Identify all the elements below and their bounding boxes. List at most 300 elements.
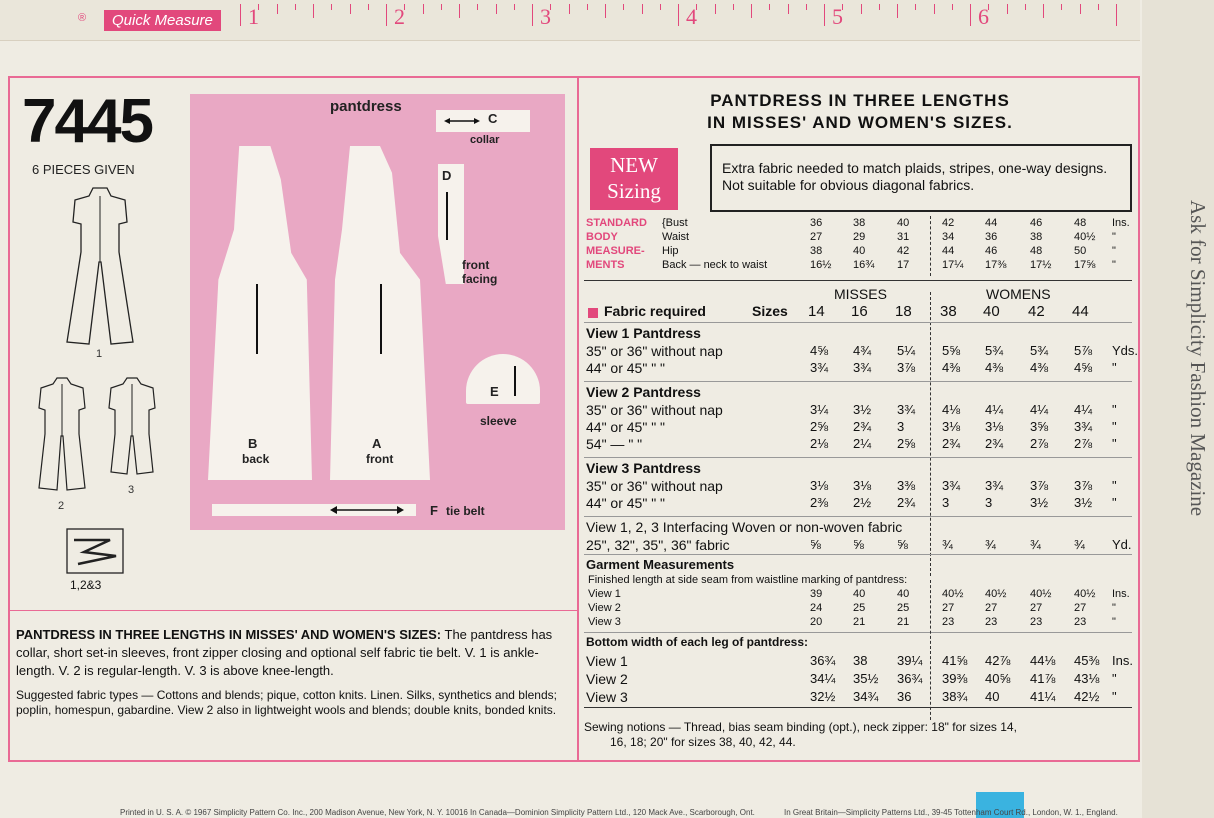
fabric-yardage-cell: 3⅞	[1030, 478, 1049, 493]
body-measurement-cell: 17¼	[942, 259, 964, 271]
fabric-yardage-cell: 3	[897, 419, 905, 434]
fabric-yardage-cell: 3½	[1074, 495, 1093, 510]
printed-pattern-icon	[66, 528, 124, 574]
sleeve-letter: E	[490, 384, 499, 399]
size-group-divider	[930, 216, 931, 276]
pattern-pieces-panel	[190, 94, 565, 530]
heading-line-2: IN MISSES' AND WOMEN'S SIZES.	[707, 113, 1013, 132]
bottom-width-cell: 40	[985, 689, 1000, 704]
collar-grain-arrow	[444, 117, 480, 125]
ruler-number: 2	[394, 4, 405, 29]
new-label: NEW	[610, 153, 658, 177]
fabric-yardage-cell: 3¾	[985, 478, 1004, 493]
ruler-tick	[350, 4, 351, 14]
finished-length-cell: 23	[942, 616, 955, 628]
piece-sleeve	[466, 354, 540, 404]
fabric-yardage-unit: "	[1112, 360, 1117, 375]
note-line-1: Extra fabric needed to match plaids, stripes, one-way designs.	[722, 160, 1108, 176]
bottom-width-cell: 43⅛	[1074, 671, 1100, 686]
view-3-sketch	[105, 374, 160, 479]
belt-label: tie belt	[446, 504, 485, 518]
bottom-width-cell: 39¼	[897, 653, 923, 668]
note-line-2: Not suitable for obvious diagonal fabrics.	[722, 177, 975, 193]
fabric-yardage-cell: 2½	[853, 495, 872, 510]
bottom-width-cell: 42½	[1074, 689, 1100, 704]
ruler-tick	[532, 4, 533, 26]
fabric-yardage-cell: 3⅛	[810, 478, 829, 493]
body-measurement-unit: "	[1112, 245, 1116, 257]
measure-ruler	[0, 0, 1140, 41]
finished-length-cell: 40½	[942, 588, 964, 600]
bottom-width-cell: 34¼	[810, 671, 836, 686]
ruler-tick	[733, 4, 734, 10]
bottom-view: View 3	[586, 689, 628, 705]
ruler-tick	[915, 4, 916, 10]
ruler-number: 1	[248, 4, 259, 29]
view-group-title: View 1 Pantdress	[586, 325, 701, 341]
front-grain-arrow	[380, 284, 382, 354]
pattern-description	[16, 626, 568, 680]
ruler-tick	[660, 4, 661, 10]
finished-length-cell: 23	[1030, 616, 1043, 628]
view-1-sketch	[55, 182, 145, 352]
finished-length-cell: 27	[942, 602, 955, 614]
fabric-required-marker	[588, 308, 598, 318]
piece-back	[208, 146, 312, 480]
fabric-yardage-cell: 3¾	[853, 360, 872, 375]
ruler-tick	[477, 4, 478, 10]
finished-view: View 3	[588, 616, 621, 628]
womens-header: WOMENS	[986, 286, 1051, 302]
size-header: 42	[1028, 303, 1045, 320]
view-2-sketch	[35, 374, 90, 494]
ruler-tick	[879, 4, 880, 10]
finished-length-cell: 25	[853, 602, 866, 614]
fabric-width: 44" or 45" " "	[586, 419, 666, 435]
side-advert: Ask for Simplicity Fashion Magazine	[1186, 200, 1210, 517]
ruler-tick	[806, 4, 807, 10]
fabric-yardage-unit: "	[1112, 495, 1117, 510]
ruler-tick	[769, 4, 770, 10]
interfacing-yardage-cell: ⅝	[810, 537, 821, 552]
sewing-notions-line-2: 16, 18; 20" for sizes 38, 40, 42, 44.	[610, 735, 796, 749]
bottom-width-cell: 36¾	[810, 653, 836, 668]
group-rule	[584, 516, 1132, 517]
icon-views-label: 1,2&3	[70, 578, 102, 592]
body-measurement-cell: 48	[1030, 245, 1043, 257]
fabric-yardage-unit: "	[1112, 436, 1117, 451]
belt-letter: F	[430, 503, 438, 518]
interfacing-yardage-cell: ⅝	[853, 537, 864, 552]
body-measurement-cell: 17⅜	[985, 259, 1007, 271]
body-measurement-cell: 17	[897, 259, 910, 271]
misses-header: MISSES	[834, 286, 887, 302]
fabric-yardage-cell: 2¼	[853, 436, 872, 451]
body-measurement-label: MENTS	[586, 259, 625, 271]
size-group-divider	[930, 580, 931, 720]
ruler-tick	[1007, 4, 1008, 14]
fabric-width: 44" or 45" " "	[586, 495, 666, 511]
body-measurement-cell: 29	[853, 231, 866, 243]
ruler-number: 4	[686, 4, 697, 29]
bottom-width-unit: "	[1112, 671, 1117, 686]
fabric-width: 35" or 36" without nap	[586, 478, 723, 494]
belt-grain-arrow	[330, 505, 404, 515]
fabric-yardage-cell: 2¾	[897, 495, 916, 510]
ruler-tick	[514, 4, 515, 10]
body-measurement-name: Waist	[662, 231, 690, 243]
fabric-yardage-cell: 5⅝	[942, 343, 961, 358]
fabric-yardage-cell: 3⅞	[1074, 478, 1093, 493]
size-header: 14	[808, 303, 825, 320]
finished-length-cell: 40	[853, 588, 866, 600]
bottom-width-cell: 40⅝	[985, 671, 1011, 686]
fabric-yardage-cell: 2¾	[985, 436, 1004, 451]
body-measurement-cell: 42	[942, 217, 955, 229]
body-measurement-cell: 17½	[1030, 259, 1052, 271]
fabric-yardage-unit: "	[1112, 402, 1117, 417]
bottom-width-cell: 41⅝	[942, 653, 968, 668]
interfacing-yardage-cell: ⅝	[897, 537, 908, 552]
body-measurement-cell: 38	[810, 245, 823, 257]
ruler-tick	[295, 4, 296, 10]
bottom-width-cell: 42⅞	[985, 653, 1011, 668]
suggested-fabrics: Suggested fabric types — Cottons and blends; pique, cotton knits. Linen. Silks, synthetics and blends; poplin, homespun, gabardine. View 2 also in lightweight wools and blends; double knits, bonded knits.	[16, 688, 557, 717]
ruler-tick	[934, 4, 935, 14]
ruler-tick	[331, 4, 332, 10]
bottom-view: View 1	[586, 653, 628, 669]
bottom-width-cell: 36¾	[897, 671, 923, 686]
description-title: PANTDRESS IN THREE LENGTHS IN MISSES' AND WOMEN'S SIZES:	[16, 627, 442, 642]
interfacing-yardage-cell: ¾	[985, 537, 996, 552]
ruler-tick	[897, 4, 898, 18]
fabric-yardage-cell: 3¾	[942, 478, 961, 493]
body-measurement-label: BODY	[586, 231, 618, 243]
ruler-tick	[496, 4, 497, 14]
fabric-yardage-cell: 4¼	[985, 402, 1004, 417]
ruler-tick	[952, 4, 953, 10]
fabric-yardage-cell: 2¾	[942, 436, 961, 451]
sizing-label: Sizing	[607, 179, 661, 203]
section-divider	[8, 610, 578, 611]
bottom-width-cell: 38¾	[942, 689, 968, 704]
fabric-yardage-cell: 3⅛	[853, 478, 872, 493]
finished-length-cell: 20	[810, 616, 823, 628]
ruler-tick	[1098, 4, 1099, 10]
front-letter: A	[372, 436, 382, 451]
ruler-tick	[642, 4, 643, 14]
finished-length-label: Finished length at side seam from waistline marking of pantdress:	[588, 574, 908, 586]
finished-length-cell: 21	[897, 616, 910, 628]
finished-length-cell: 40½	[1030, 588, 1052, 600]
finished-length-cell: 27	[1030, 602, 1043, 614]
group-rule	[584, 322, 1132, 323]
ruler-tick	[1025, 4, 1026, 10]
fabric-yardage-cell: 4⅛	[942, 402, 961, 417]
finished-length-cell: 23	[1074, 616, 1087, 628]
ruler-number: 3	[540, 4, 551, 29]
ruler-tick	[715, 4, 716, 14]
bottom-width-unit: Ins.	[1112, 653, 1133, 668]
ruler-tick	[368, 4, 369, 10]
ruler-tick	[788, 4, 789, 14]
size-group-divider	[930, 292, 931, 576]
bottom-width-cell: 45⅜	[1074, 653, 1100, 668]
ruler-number: 5	[832, 4, 843, 29]
ruler-tick	[459, 4, 460, 18]
fabric-yardage-cell: 2⅛	[810, 436, 829, 451]
body-measurement-cell: 27	[810, 231, 823, 243]
size-header: 38	[940, 303, 957, 320]
fabric-yardage-cell: 3⅞	[897, 360, 916, 375]
fabric-yardage-cell: 3	[942, 495, 950, 510]
body-measurement-unit: Ins.	[1112, 217, 1130, 229]
body-measurement-cell: 40½	[1074, 231, 1096, 243]
ruler-tick	[1043, 4, 1044, 18]
ruler-tick	[423, 4, 424, 14]
body-measurement-cell: 46	[985, 245, 998, 257]
fabric-yardage-cell: 3½	[853, 402, 872, 417]
finished-length-cell: 21	[853, 616, 866, 628]
fabric-yardage-unit: Yds.	[1112, 343, 1139, 358]
bottom-width-cell: 32½	[810, 689, 836, 704]
ruler-number: 6	[978, 4, 989, 29]
sewing-notions-line-1: Sewing notions — Thread, bias seam binding (opt.), neck zipper: 18" for sizes 14,	[584, 720, 1017, 734]
pattern-number: 7445	[22, 87, 152, 156]
bottom-width-cell: 41⅞	[1030, 671, 1056, 686]
heading-line-1: PANTDRESS IN THREE LENGTHS	[710, 91, 1010, 110]
body-measurement-cell: 34	[942, 231, 955, 243]
interfacing-width: 25", 32", 35", 36" fabric	[586, 537, 730, 553]
size-header: 18	[895, 303, 912, 320]
collar-label: collar	[470, 134, 500, 146]
group-rule	[584, 381, 1132, 382]
ruler-tick	[1080, 4, 1081, 14]
body-measurement-cell: 36	[810, 217, 823, 229]
sleeve-label: sleeve	[480, 414, 517, 428]
fabric-yardage-cell: 5¾	[985, 343, 1004, 358]
fabric-yardage-cell: 2⅞	[1074, 436, 1093, 451]
finished-length-cell: 23	[985, 616, 998, 628]
body-measurement-name: Hip	[662, 245, 679, 257]
fabric-yardage-cell: 3¾	[897, 402, 916, 417]
bottom-width-unit: "	[1112, 689, 1117, 704]
back-letter: B	[248, 436, 258, 451]
view-3-number: 3	[128, 484, 135, 496]
ruler-tick	[824, 4, 825, 26]
body-measurement-cell: 16½	[810, 259, 832, 271]
bottom-width-cell: 34¾	[853, 689, 879, 704]
front-label: front	[366, 452, 394, 466]
body-measurement-cell: 38	[1030, 231, 1043, 243]
finished-length-cell: 27	[1074, 602, 1087, 614]
ruler-tick	[587, 4, 588, 10]
finished-view: View 1	[588, 588, 621, 600]
view-1-number: 1	[96, 348, 103, 360]
fabric-yardage-cell: 3⅛	[985, 419, 1004, 434]
bottom-width-cell: 44⅛	[1030, 653, 1056, 668]
notions-rule	[584, 707, 1132, 708]
body-measurement-label: STANDARD	[586, 217, 647, 229]
finished-length-unit: Ins.	[1112, 588, 1130, 600]
fabric-yardage-cell: 4⅜	[942, 360, 961, 375]
fabric-yardage-cell: 3¼	[810, 402, 829, 417]
body-measurement-cell: 44	[985, 217, 998, 229]
collar-letter: C	[488, 111, 498, 126]
finished-length-cell: 24	[810, 602, 823, 614]
body-measurement-name: {Bust	[662, 217, 688, 229]
body-measurement-cell: 16¾	[853, 259, 875, 271]
fabric-yardage-cell: 5¾	[1030, 343, 1049, 358]
fabric-yardage-cell: 3⅛	[942, 419, 961, 434]
body-measurement-cell: 50	[1074, 245, 1087, 257]
fabric-yardage-cell: 5¼	[897, 343, 916, 358]
view-2-number: 2	[58, 500, 65, 512]
body-measurement-cell: 38	[853, 217, 866, 229]
fabric-yardage-cell: 2⅝	[810, 419, 829, 434]
interfacing-yardage-unit: Yd.	[1112, 537, 1132, 552]
body-measurement-cell: 44	[942, 245, 955, 257]
ruler-tick	[623, 4, 624, 10]
new-sizing-badge	[590, 148, 678, 210]
bottom-width-cell: 41¼	[1030, 689, 1056, 704]
ruler-tick	[313, 4, 314, 18]
back-label: back	[242, 452, 270, 466]
pieces-given: 6 PIECES GIVEN	[32, 162, 135, 177]
fabric-yardage-cell: 3	[985, 495, 993, 510]
ruler-tick	[1116, 4, 1117, 26]
bottom-width-cell: 36	[897, 689, 912, 704]
body-measurement-label: MEASURE-	[586, 245, 645, 257]
back-grain-arrow	[256, 284, 258, 354]
bottom-width-cell: 38	[853, 653, 868, 668]
facing-letter: D	[442, 168, 452, 183]
fabric-yardage-cell: 2⅜	[810, 495, 829, 510]
body-measurement-cell: 42	[897, 245, 910, 257]
body-measurement-cell: 48	[1074, 217, 1087, 229]
group-rule	[584, 457, 1132, 458]
chart-heading	[640, 90, 1080, 134]
fabric-note	[710, 144, 1132, 212]
bottom-width-cell: 39⅜	[942, 671, 968, 686]
fabric-yardage-unit: "	[1112, 478, 1117, 493]
fabric-yardage-cell: 4¼	[1030, 402, 1049, 417]
ruler-tick	[861, 4, 862, 14]
fabric-width: 54" — " "	[586, 436, 643, 452]
finished-length-cell: 40	[897, 588, 910, 600]
ruler-tick	[386, 4, 387, 26]
fabric-yardage-cell: 4⅝	[810, 343, 829, 358]
bottom-width-label: Bottom width of each leg of pantdress:	[586, 635, 809, 649]
body-measurement-cell: 40	[853, 245, 866, 257]
chart-rule	[584, 280, 1132, 281]
facing-grain-arrow	[446, 192, 448, 240]
fabric-yardage-cell: 3⅝	[1030, 419, 1049, 434]
fabric-yardage-cell: 2⅞	[1030, 436, 1049, 451]
group-rule	[584, 632, 1132, 633]
description-text: The pantdress has collar, short set-in sleeves, front zipper closing and optional self fabric tie belt. V. 1 is ankle-length. V. 2 is regular-length. V. 3 is above knee-length.	[16, 627, 553, 678]
finished-length-cell: 39	[810, 588, 823, 600]
ruler-tick	[751, 4, 752, 18]
finished-length-cell: 25	[897, 602, 910, 614]
body-measurement-cell: 40	[897, 217, 910, 229]
finished-length-unit: "	[1112, 602, 1116, 614]
size-header: 40	[983, 303, 1000, 320]
body-measurement-unit: "	[1112, 259, 1116, 271]
sizes-label: Sizes	[752, 303, 788, 319]
fabric-width: 44" or 45" " "	[586, 360, 666, 376]
fabric-yardage-cell: 4¼	[1074, 402, 1093, 417]
interfacing-title: View 1, 2, 3 Interfacing Woven or non-woven fabric	[586, 519, 903, 535]
ruler-tick	[277, 4, 278, 14]
fabric-yardage-cell: 3¾	[1074, 419, 1093, 434]
fabric-yardage-cell: 4¾	[853, 343, 872, 358]
bottom-view: View 2	[586, 671, 628, 687]
fabric-yardage-cell: 4⅝	[1074, 360, 1093, 375]
body-measurement-cell: 36	[985, 231, 998, 243]
fabric-yardage-cell: 3⅜	[897, 478, 916, 493]
finished-view: View 2	[588, 602, 621, 614]
finished-length-unit: "	[1112, 616, 1116, 628]
body-measurement-cell: 46	[1030, 217, 1043, 229]
garment-title: Garment Measurements	[586, 557, 735, 572]
ruler-tick	[441, 4, 442, 10]
finished-length-cell: 27	[985, 602, 998, 614]
ruler-tick	[970, 4, 971, 26]
ruler-tick	[605, 4, 606, 18]
size-header: 44	[1072, 303, 1089, 320]
fabric-yardage-unit: "	[1112, 419, 1117, 434]
registered-mark: ®	[78, 12, 87, 24]
body-measurement-unit: "	[1112, 231, 1116, 243]
fabric-yardage-cell: 2¾	[853, 419, 872, 434]
finished-length-cell: 40½	[1074, 588, 1096, 600]
body-measurement-cell: 17⅝	[1074, 259, 1096, 271]
view-group-title: View 3 Pantdress	[586, 460, 701, 476]
quick-measure-badge: Quick Measure	[104, 10, 221, 31]
fabric-yardage-cell: 3¾	[810, 360, 829, 375]
bottom-width-cell: 35½	[853, 671, 879, 686]
pieces-title: pantdress	[330, 98, 402, 115]
interfacing-yardage-cell: ¾	[1030, 537, 1041, 552]
fabric-width: 35" or 36" without nap	[586, 402, 723, 418]
interfacing-yardage-cell: ¾	[942, 537, 953, 552]
ruler-tick	[240, 4, 241, 26]
finished-length-cell: 40½	[985, 588, 1007, 600]
ruler-tick	[678, 4, 679, 26]
group-rule	[584, 554, 1132, 555]
fabric-yardage-cell: 5⅞	[1074, 343, 1093, 358]
fabric-required-label: Fabric required	[604, 303, 706, 319]
fabric-yardage-cell: 3½	[1030, 495, 1049, 510]
footer-canada: In Canada—Dominion Simplicity Pattern Ltd., 120 Mack Ave., Scarborough, Ont.	[470, 808, 755, 817]
column-divider	[577, 76, 579, 762]
sleeve-grain-arrow	[514, 366, 516, 396]
footer-uk: In Great Britain—Simplicity Patterns Ltd., 39-45 Tottenham Court Rd., London, W. 1., England.	[784, 808, 1118, 817]
size-header: 16	[851, 303, 868, 320]
body-measurement-name: Back — neck to waist	[662, 259, 768, 271]
footer-usa: Printed in U. S. A. © 1967 Simplicity Pattern Co. Inc., 200 Madison Avenue, New York, N. Y. 10016	[120, 808, 468, 817]
ruler-tick	[569, 4, 570, 14]
view-group-title: View 2 Pantdress	[586, 384, 701, 400]
ruler-tick	[1061, 4, 1062, 10]
body-measurement-cell: 31	[897, 231, 910, 243]
fabric-yardage-cell: 4⅜	[985, 360, 1004, 375]
fabric-width: 35" or 36" without nap	[586, 343, 723, 359]
facing-label: front facing	[462, 258, 498, 286]
interfacing-yardage-cell: ¾	[1074, 537, 1085, 552]
fabric-yardage-cell: 4⅜	[1030, 360, 1049, 375]
